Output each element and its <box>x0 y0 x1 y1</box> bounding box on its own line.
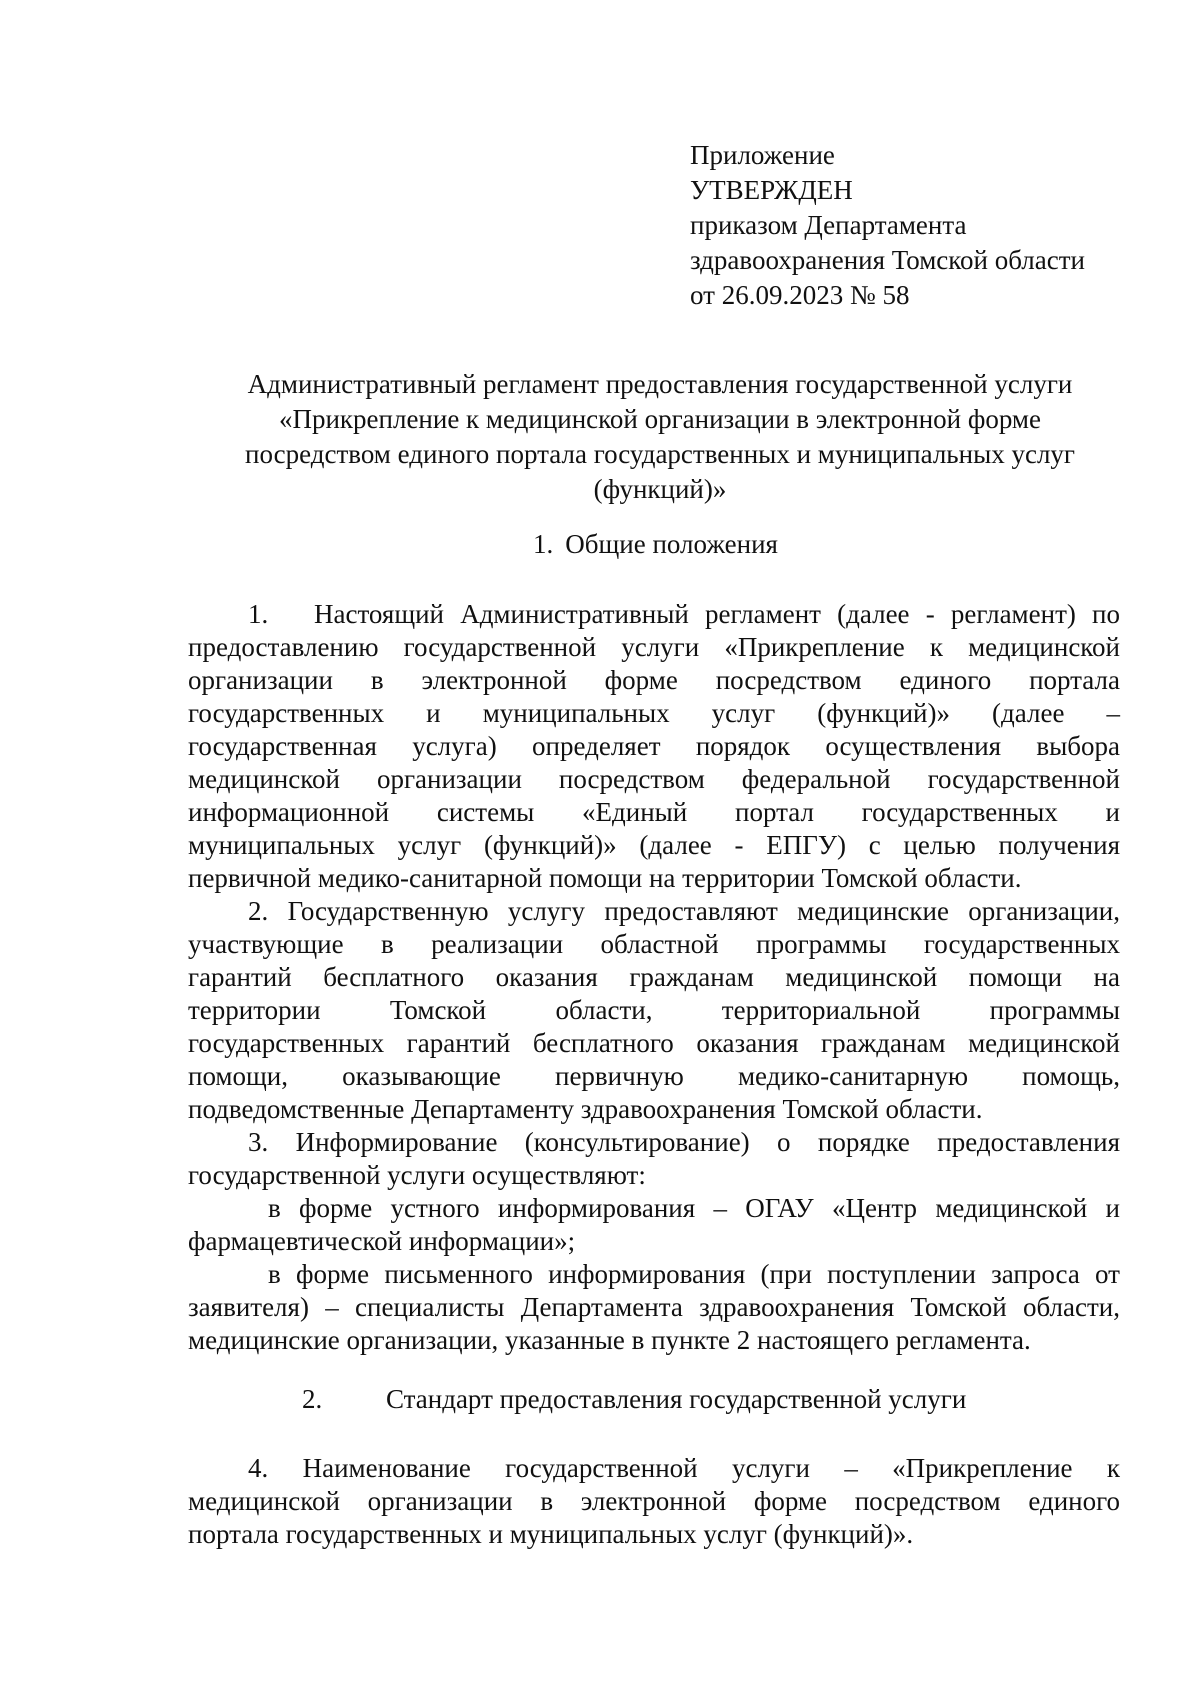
section-general-body <box>188 598 1120 1357</box>
paragraph-line: участвующие в реализации областной программы государственных <box>188 929 1120 959</box>
paragraph-line: портала государственных и муниципальных услуг (функций)». <box>188 1519 914 1549</box>
paragraph-line: медицинской организации посредством федеральной государственной <box>188 764 1120 794</box>
paragraph-line: 4. Наименование государственной услуги – «Прикрепление к <box>248 1453 1120 1483</box>
section-title: Стандарт предоставления государственной услуги <box>386 1384 967 1414</box>
paragraph-line: подведомственные Департаменту здравоохранения Томской области. <box>188 1094 983 1124</box>
approval-line: приказом Департамента <box>690 210 967 240</box>
title-line: посредством единого портала государственных и муниципальных услуг <box>245 439 1075 469</box>
approval-line: УТВЕРЖДЕН <box>690 175 853 205</box>
paragraph-line: первичной медико-санитарной помощи на территории Томской области. <box>188 863 1022 893</box>
document-title <box>200 367 1120 507</box>
paragraph-line: государственная услуга) определяет порядок осуществления выбора <box>188 731 1120 761</box>
approval-block <box>690 138 1085 313</box>
paragraph-line: фармацевтической информации»; <box>188 1226 576 1256</box>
title-line: Административный регламент предоставления государственной услуги <box>247 369 1073 399</box>
paragraph-line: муниципальных услуг (функций)» (далее - ЕПГУ) с целью получения <box>188 830 1120 860</box>
paragraph-line: информационной системы «Единый портал государственных и <box>188 797 1120 827</box>
paragraph-line: медицинской организации в электронной форме посредством единого <box>188 1486 1120 1516</box>
approval-line: Приложение <box>690 140 835 170</box>
paragraph-line: помощи, оказывающие первичную медико-санитарную помощь, <box>188 1061 1120 1091</box>
paragraph-3b <box>188 1258 1120 1357</box>
paragraph-4 <box>188 1452 1120 1551</box>
approval-line: здравоохранения Томской области <box>690 245 1085 275</box>
paragraph-3 <box>188 1126 1120 1192</box>
approval-line: от 26.09.2023 № 58 <box>690 280 910 310</box>
paragraph-line: гарантий бесплатного оказания гражданам медицинской помощи на <box>188 962 1120 992</box>
title-line: «Прикрепление к медицинской организации в электронной форме <box>278 404 1042 434</box>
paragraph-line: в форме письменного информирования (при поступлении запроса от <box>268 1259 1120 1289</box>
paragraph-line: медицинские организации, указанные в пункте 2 настоящего регламента. <box>188 1325 1031 1355</box>
paragraph-line: 1. Настоящий Административный регламент (далее - регламент) по <box>248 599 1120 629</box>
title-line: (функций)» <box>593 474 727 504</box>
paragraph-line: государственных гарантий бесплатного оказания гражданам медицинской <box>188 1028 1120 1058</box>
paragraph-line: в форме устного информирования – ОГАУ «Центр медицинской и <box>268 1193 1120 1223</box>
section-heading-standard <box>302 1382 966 1417</box>
paragraph-line: территории Томской области, территориальной программы <box>188 995 1120 1025</box>
paragraph-number: 1. <box>248 599 269 629</box>
paragraph-1 <box>188 598 1120 895</box>
section-title: Общие положения <box>565 529 778 559</box>
paragraph-line: организации в электронной форме посредством единого портала <box>188 665 1120 695</box>
paragraph-line: 3. Информирование (консультирование) о порядке предоставления <box>248 1127 1120 1157</box>
paragraph-2 <box>188 895 1120 1126</box>
paragraph-3a <box>188 1192 1120 1258</box>
paragraph-line: заявителя) – специалисты Департамента здравоохранения Томской области, <box>188 1292 1120 1322</box>
paragraph-line: предоставлению государственной услуги «Прикрепление к медицинской <box>188 632 1120 662</box>
section-heading-general <box>533 527 778 562</box>
paragraph-line: государственной услуги осуществляют: <box>188 1160 646 1190</box>
paragraph-line: государственных и муниципальных услуг (функций)» (далее – <box>188 698 1120 728</box>
section-number: 2. <box>302 1384 323 1414</box>
section-standard-body <box>188 1452 1120 1551</box>
paragraph-line: 2. Государственную услугу предоставляют медицинские организации, <box>248 896 1120 926</box>
section-number: 1. <box>533 529 554 559</box>
